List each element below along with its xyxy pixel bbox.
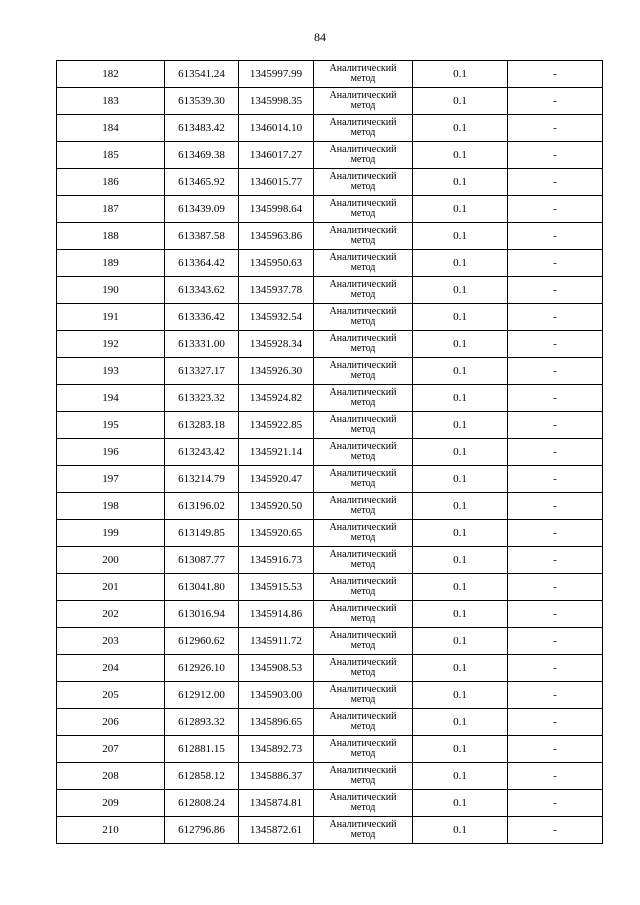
method-label-line1: Аналитический — [329, 90, 397, 101]
y-coordinate-cell: 1345886.37 — [239, 763, 314, 790]
method-label-line2: метод — [350, 127, 376, 138]
table-row — [57, 115, 603, 142]
x-coordinate-cell: 612926.10 — [165, 655, 239, 682]
method-label-line1: Аналитический — [329, 603, 397, 614]
method-cell — [314, 412, 413, 439]
y-coordinate-cell: 1345921.14 — [239, 439, 314, 466]
table-row — [57, 223, 603, 250]
y-coordinate-cell: 1345920.47 — [239, 466, 314, 493]
table-row — [57, 331, 603, 358]
x-coordinate-cell: 613364.42 — [165, 250, 239, 277]
table-row — [57, 655, 603, 682]
table-row — [57, 385, 603, 412]
accuracy-cell: 0.1 — [413, 277, 508, 304]
x-coordinate-cell: 613214.79 — [165, 466, 239, 493]
point-number-cell: 187 — [57, 196, 165, 223]
note-cell: - — [508, 547, 603, 574]
method-cell — [314, 88, 413, 115]
y-coordinate-cell: 1345963.86 — [239, 223, 314, 250]
note-cell: - — [508, 277, 603, 304]
method-label-line1: Аналитический — [329, 144, 397, 155]
method-cell — [314, 628, 413, 655]
x-coordinate-cell: 612808.24 — [165, 790, 239, 817]
accuracy-cell: 0.1 — [413, 196, 508, 223]
method-label-line2: метод — [350, 181, 376, 192]
note-cell: - — [508, 61, 603, 88]
method-cell — [314, 358, 413, 385]
note-cell: - — [508, 331, 603, 358]
table-row — [57, 709, 603, 736]
y-coordinate-cell: 1345872.61 — [239, 817, 314, 844]
note-cell: - — [508, 493, 603, 520]
method-label-line2: метод — [350, 451, 376, 462]
point-number-cell: 192 — [57, 331, 165, 358]
method-cell — [314, 304, 413, 331]
method-label-line1: Аналитический — [329, 738, 397, 749]
x-coordinate-cell: 613149.85 — [165, 520, 239, 547]
x-coordinate-cell: 613343.62 — [165, 277, 239, 304]
accuracy-cell: 0.1 — [413, 547, 508, 574]
accuracy-cell: 0.1 — [413, 736, 508, 763]
point-number-cell: 200 — [57, 547, 165, 574]
table-row — [57, 817, 603, 844]
x-coordinate-cell: 613327.17 — [165, 358, 239, 385]
method-cell — [314, 142, 413, 169]
accuracy-cell: 0.1 — [413, 358, 508, 385]
accuracy-cell: 0.1 — [413, 628, 508, 655]
note-cell: - — [508, 196, 603, 223]
table-row — [57, 196, 603, 223]
note-cell: - — [508, 682, 603, 709]
method-label-line1: Аналитический — [329, 441, 397, 452]
note-cell: - — [508, 601, 603, 628]
method-cell — [314, 790, 413, 817]
x-coordinate-cell: 613041.80 — [165, 574, 239, 601]
method-label-line1: Аналитический — [329, 819, 397, 830]
point-number-cell: 202 — [57, 601, 165, 628]
method-cell — [314, 736, 413, 763]
method-label-line1: Аналитический — [329, 765, 397, 776]
method-label-line2: метод — [350, 802, 376, 813]
x-coordinate-cell: 613439.09 — [165, 196, 239, 223]
method-cell — [314, 520, 413, 547]
accuracy-cell: 0.1 — [413, 115, 508, 142]
point-number-cell: 198 — [57, 493, 165, 520]
x-coordinate-cell: 613331.00 — [165, 331, 239, 358]
method-label-line2: метод — [350, 667, 376, 678]
method-label-line1: Аналитический — [329, 657, 397, 668]
method-cell — [314, 250, 413, 277]
method-label-line1: Аналитический — [329, 792, 397, 803]
method-label-line1: Аналитический — [329, 225, 397, 236]
accuracy-cell: 0.1 — [413, 574, 508, 601]
table-row — [57, 358, 603, 385]
accuracy-cell: 0.1 — [413, 682, 508, 709]
table-row — [57, 736, 603, 763]
point-number-cell: 203 — [57, 628, 165, 655]
method-label-line1: Аналитический — [329, 360, 397, 371]
method-label-line2: метод — [350, 640, 376, 651]
method-cell — [314, 277, 413, 304]
note-cell: - — [508, 466, 603, 493]
x-coordinate-cell: 612796.86 — [165, 817, 239, 844]
accuracy-cell: 0.1 — [413, 142, 508, 169]
y-coordinate-cell: 1345937.78 — [239, 277, 314, 304]
table-row — [57, 169, 603, 196]
accuracy-cell: 0.1 — [413, 223, 508, 250]
point-number-cell: 209 — [57, 790, 165, 817]
x-coordinate-cell: 613323.32 — [165, 385, 239, 412]
note-cell: - — [508, 709, 603, 736]
method-cell — [314, 439, 413, 466]
note-cell: - — [508, 628, 603, 655]
accuracy-cell: 0.1 — [413, 412, 508, 439]
method-cell — [314, 709, 413, 736]
method-label-line1: Аналитический — [329, 279, 397, 290]
accuracy-cell: 0.1 — [413, 520, 508, 547]
point-number-cell: 207 — [57, 736, 165, 763]
method-cell — [314, 574, 413, 601]
accuracy-cell: 0.1 — [413, 250, 508, 277]
y-coordinate-cell: 1345928.34 — [239, 331, 314, 358]
point-number-cell: 197 — [57, 466, 165, 493]
method-label-line2: метод — [350, 694, 376, 705]
y-coordinate-cell: 1346017.27 — [239, 142, 314, 169]
coordinates-table-body — [57, 61, 603, 844]
note-cell: - — [508, 736, 603, 763]
y-coordinate-cell: 1346014.10 — [239, 115, 314, 142]
point-number-cell: 193 — [57, 358, 165, 385]
method-label-line1: Аналитический — [329, 711, 397, 722]
x-coordinate-cell: 613541.24 — [165, 61, 239, 88]
method-label-line1: Аналитический — [329, 549, 397, 560]
note-cell: - — [508, 412, 603, 439]
point-number-cell: 186 — [57, 169, 165, 196]
point-number-cell: 205 — [57, 682, 165, 709]
point-number-cell: 199 — [57, 520, 165, 547]
note-cell: - — [508, 142, 603, 169]
note-cell: - — [508, 115, 603, 142]
x-coordinate-cell: 613087.77 — [165, 547, 239, 574]
accuracy-cell: 0.1 — [413, 385, 508, 412]
y-coordinate-cell: 1345892.73 — [239, 736, 314, 763]
method-label-line1: Аналитический — [329, 252, 397, 263]
method-label-line2: метод — [350, 316, 376, 327]
method-cell — [314, 61, 413, 88]
method-label-line1: Аналитический — [329, 63, 397, 74]
note-cell: - — [508, 655, 603, 682]
method-label-line2: метод — [350, 73, 376, 84]
method-label-line1: Аналитический — [329, 117, 397, 128]
point-number-cell: 206 — [57, 709, 165, 736]
note-cell: - — [508, 223, 603, 250]
x-coordinate-cell: 612912.00 — [165, 682, 239, 709]
method-cell — [314, 655, 413, 682]
table-row — [57, 412, 603, 439]
method-cell — [314, 331, 413, 358]
method-label-line1: Аналитический — [329, 306, 397, 317]
note-cell: - — [508, 250, 603, 277]
method-label-line2: метод — [350, 262, 376, 273]
method-cell — [314, 196, 413, 223]
point-number-cell: 190 — [57, 277, 165, 304]
note-cell: - — [508, 574, 603, 601]
method-label-line2: метод — [350, 721, 376, 732]
method-label-line2: метод — [350, 424, 376, 435]
table-row — [57, 142, 603, 169]
table-row — [57, 547, 603, 574]
table-row — [57, 277, 603, 304]
x-coordinate-cell: 613243.42 — [165, 439, 239, 466]
y-coordinate-cell: 1345908.53 — [239, 655, 314, 682]
accuracy-cell: 0.1 — [413, 655, 508, 682]
x-coordinate-cell: 612881.15 — [165, 736, 239, 763]
x-coordinate-cell: 613469.38 — [165, 142, 239, 169]
point-number-cell: 185 — [57, 142, 165, 169]
point-number-cell: 183 — [57, 88, 165, 115]
accuracy-cell: 0.1 — [413, 304, 508, 331]
method-cell — [314, 682, 413, 709]
note-cell: - — [508, 304, 603, 331]
method-label-line2: метод — [350, 505, 376, 516]
point-number-cell: 196 — [57, 439, 165, 466]
accuracy-cell: 0.1 — [413, 817, 508, 844]
method-label-line1: Аналитический — [329, 414, 397, 425]
method-cell — [314, 385, 413, 412]
table-row — [57, 304, 603, 331]
method-label-line2: метод — [350, 559, 376, 570]
table-row — [57, 250, 603, 277]
method-label-line2: метод — [350, 208, 376, 219]
point-number-cell: 188 — [57, 223, 165, 250]
y-coordinate-cell: 1345922.85 — [239, 412, 314, 439]
note-cell: - — [508, 88, 603, 115]
note-cell: - — [508, 520, 603, 547]
method-label-line2: метод — [350, 478, 376, 489]
x-coordinate-cell: 613539.30 — [165, 88, 239, 115]
x-coordinate-cell: 613336.42 — [165, 304, 239, 331]
y-coordinate-cell: 1345874.81 — [239, 790, 314, 817]
x-coordinate-cell: 613483.42 — [165, 115, 239, 142]
point-number-cell: 194 — [57, 385, 165, 412]
table-row — [57, 601, 603, 628]
y-coordinate-cell: 1345915.53 — [239, 574, 314, 601]
y-coordinate-cell: 1345998.35 — [239, 88, 314, 115]
x-coordinate-cell: 612893.32 — [165, 709, 239, 736]
method-label-line1: Аналитический — [329, 684, 397, 695]
method-label-line1: Аналитический — [329, 333, 397, 344]
note-cell: - — [508, 169, 603, 196]
x-coordinate-cell: 613196.02 — [165, 493, 239, 520]
note-cell: - — [508, 385, 603, 412]
method-label-line1: Аналитический — [329, 468, 397, 479]
y-coordinate-cell: 1345932.54 — [239, 304, 314, 331]
y-coordinate-cell: 1345920.50 — [239, 493, 314, 520]
method-label-line2: метод — [350, 370, 376, 381]
note-cell: - — [508, 817, 603, 844]
note-cell: - — [508, 439, 603, 466]
accuracy-cell: 0.1 — [413, 439, 508, 466]
point-number-cell: 204 — [57, 655, 165, 682]
table-row — [57, 493, 603, 520]
method-label-line1: Аналитический — [329, 171, 397, 182]
table-row — [57, 88, 603, 115]
method-label-line2: метод — [350, 532, 376, 543]
accuracy-cell: 0.1 — [413, 601, 508, 628]
method-label-line2: метод — [350, 397, 376, 408]
method-label-line1: Аналитический — [329, 522, 397, 533]
method-label-line2: метод — [350, 154, 376, 165]
method-label-line2: метод — [350, 100, 376, 111]
point-number-cell: 182 — [57, 61, 165, 88]
method-label-line2: метод — [350, 235, 376, 246]
table-row — [57, 61, 603, 88]
point-number-cell: 201 — [57, 574, 165, 601]
method-cell — [314, 115, 413, 142]
method-label-line2: метод — [350, 748, 376, 759]
y-coordinate-cell: 1345926.30 — [239, 358, 314, 385]
y-coordinate-cell: 1345914.86 — [239, 601, 314, 628]
accuracy-cell: 0.1 — [413, 709, 508, 736]
method-label-line1: Аналитический — [329, 495, 397, 506]
method-label-line1: Аналитический — [329, 576, 397, 587]
x-coordinate-cell: 613016.94 — [165, 601, 239, 628]
method-cell — [314, 763, 413, 790]
method-cell — [314, 601, 413, 628]
accuracy-cell: 0.1 — [413, 763, 508, 790]
point-number-cell: 184 — [57, 115, 165, 142]
note-cell: - — [508, 358, 603, 385]
y-coordinate-cell: 1345916.73 — [239, 547, 314, 574]
table-row — [57, 682, 603, 709]
method-cell — [314, 466, 413, 493]
note-cell: - — [508, 790, 603, 817]
x-coordinate-cell: 612960.62 — [165, 628, 239, 655]
method-label-line2: метод — [350, 586, 376, 597]
accuracy-cell: 0.1 — [413, 169, 508, 196]
y-coordinate-cell: 1345896.65 — [239, 709, 314, 736]
point-number-cell: 210 — [57, 817, 165, 844]
table-row — [57, 466, 603, 493]
method-cell — [314, 817, 413, 844]
point-number-cell: 189 — [57, 250, 165, 277]
point-number-cell: 208 — [57, 763, 165, 790]
method-label-line2: метод — [350, 613, 376, 624]
x-coordinate-cell: 612858.12 — [165, 763, 239, 790]
method-label-line2: метод — [350, 343, 376, 354]
method-label-line1: Аналитический — [329, 630, 397, 641]
method-label-line2: метод — [350, 289, 376, 300]
x-coordinate-cell: 613387.58 — [165, 223, 239, 250]
table-row — [57, 439, 603, 466]
method-cell — [314, 169, 413, 196]
note-cell: - — [508, 763, 603, 790]
y-coordinate-cell: 1345911.72 — [239, 628, 314, 655]
method-label-line2: метод — [350, 829, 376, 840]
y-coordinate-cell: 1345998.64 — [239, 196, 314, 223]
y-coordinate-cell: 1345920.65 — [239, 520, 314, 547]
accuracy-cell: 0.1 — [413, 493, 508, 520]
table-row — [57, 520, 603, 547]
y-coordinate-cell: 1346015.77 — [239, 169, 314, 196]
accuracy-cell: 0.1 — [413, 61, 508, 88]
method-cell — [314, 223, 413, 250]
x-coordinate-cell: 613465.92 — [165, 169, 239, 196]
page-number: 84 — [314, 30, 326, 44]
coordinates-table — [56, 60, 603, 844]
accuracy-cell: 0.1 — [413, 466, 508, 493]
y-coordinate-cell: 1345903.00 — [239, 682, 314, 709]
y-coordinate-cell: 1345950.63 — [239, 250, 314, 277]
table-row — [57, 574, 603, 601]
method-label-line2: метод — [350, 775, 376, 786]
table-row — [57, 763, 603, 790]
method-cell — [314, 547, 413, 574]
point-number-cell: 191 — [57, 304, 165, 331]
method-label-line1: Аналитический — [329, 387, 397, 398]
table-row — [57, 790, 603, 817]
accuracy-cell: 0.1 — [413, 790, 508, 817]
y-coordinate-cell: 1345997.99 — [239, 61, 314, 88]
accuracy-cell: 0.1 — [413, 331, 508, 358]
y-coordinate-cell: 1345924.82 — [239, 385, 314, 412]
table-row — [57, 628, 603, 655]
x-coordinate-cell: 613283.18 — [165, 412, 239, 439]
method-cell — [314, 493, 413, 520]
accuracy-cell: 0.1 — [413, 88, 508, 115]
method-label-line1: Аналитический — [329, 198, 397, 209]
point-number-cell: 195 — [57, 412, 165, 439]
